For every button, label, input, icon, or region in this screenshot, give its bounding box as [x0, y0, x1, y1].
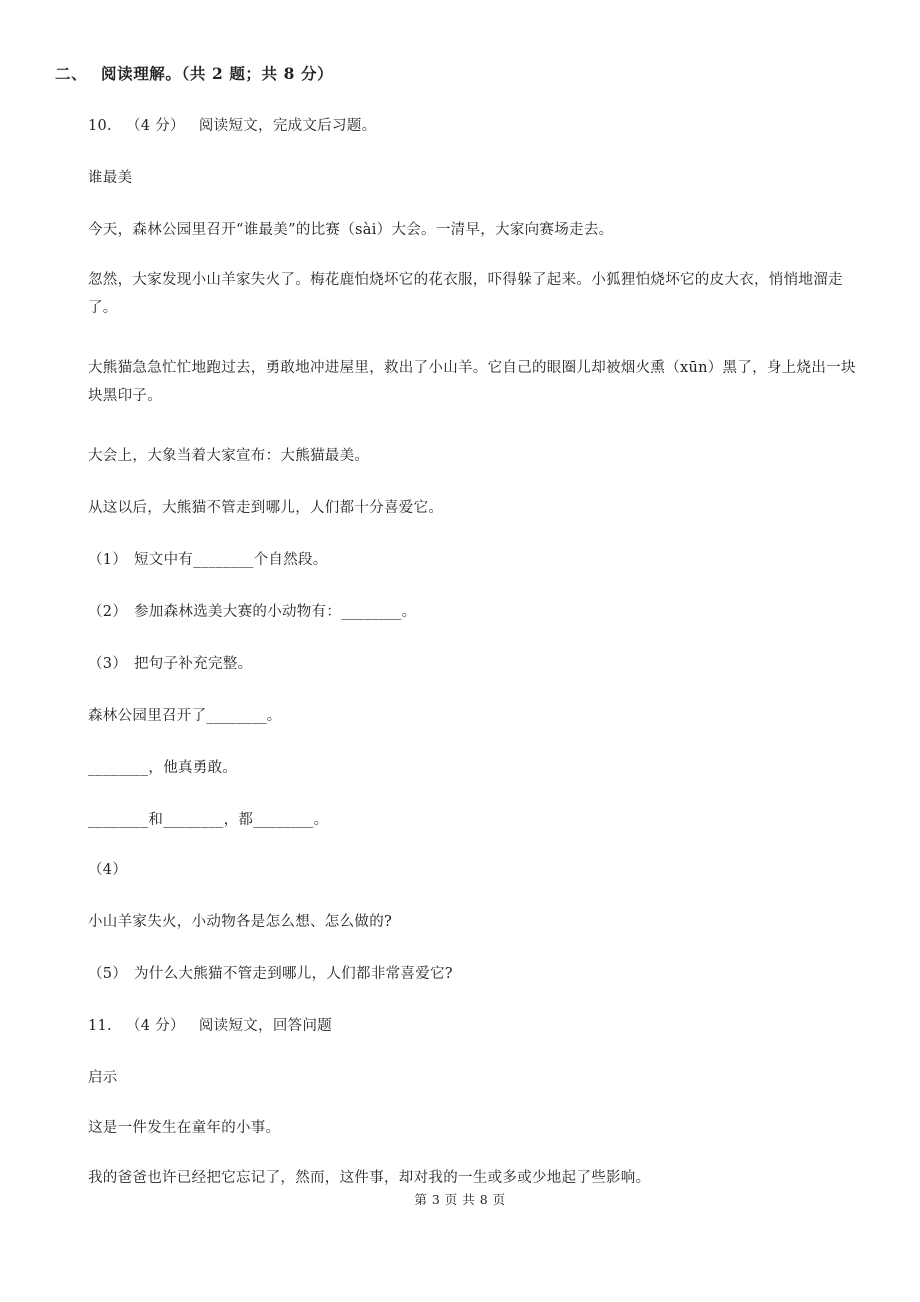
passage-paragraph: 忽然，大家发现小山羊家失火了。梅花鹿怕烧坏它的花衣服，吓得躲了起来。小狐狸怕烧坏它的皮大衣，悄悄地溜走了。 [88, 272, 843, 316]
question-11-header [88, 1016, 332, 1036]
sub-question-5 [88, 964, 453, 984]
sub-question-1 [88, 550, 328, 570]
sub-question-text: 参加森林选美大赛的小动物有：________。 [134, 604, 417, 620]
sub-question-4-text: 小山羊家失火，小动物各是怎么想、怎么做的? [88, 914, 393, 930]
question-score: （4 分） [126, 118, 185, 134]
fill-blank-line: ________，他真勇敢。 [88, 760, 238, 776]
page-footer: 第 3 页 共 8 页 [414, 1192, 506, 1207]
passage-paragraph: 我的爸爸也许已经把它忘记了，然而，这件事，却对我的一生或多或少地起了些影响。 [88, 1170, 651, 1186]
sub-question-text: 为什么大熊猫不管走到哪儿，人们都非常喜爱它? [134, 966, 453, 982]
sub-question-number: （3） [88, 656, 128, 672]
sub-question-number: （2） [88, 604, 128, 620]
sub-question-3 [88, 654, 252, 674]
question-score: （4 分） [126, 1018, 185, 1034]
sub-question-text: 把句子补充完整。 [134, 656, 253, 672]
passage-paragraph: 今天，森林公园里召开“谁最美”的比赛（sài）大会。一清早，大家向赛场走去。 [88, 222, 614, 238]
sub-question-number: （1） [88, 552, 128, 568]
passage-title: 谁最美 [88, 170, 133, 186]
question-10-header [88, 116, 376, 136]
passage-paragraph: 从这以后，大熊猫不管走到哪儿，人们都十分喜爱它。 [88, 500, 444, 516]
sub-question-4-number: （4） [88, 862, 128, 878]
passage-paragraph: 大熊猫急急忙忙地跑过去，勇敢地冲进屋里，救出了小山羊。它自己的眼圈儿却被烟火熏（xūn）黑了，身上烧出一块块黑印子。 [88, 360, 856, 404]
sub-question-text: 短文中有________个自然段。 [134, 552, 328, 568]
section-title: 阅读理解。（共 2 题；共 8 分） [101, 64, 334, 83]
passage-paragraph: 大会上，大象当着大家宣布：大熊猫最美。 [88, 448, 370, 464]
fill-blank-line: 森林公园里召开了________。 [88, 708, 282, 724]
section-number: 二、 [55, 64, 88, 83]
question-number: 10. [88, 118, 112, 134]
passage-paragraph: 这是一件发生在童年的小事。 [88, 1120, 281, 1136]
sub-question-number: （5） [88, 966, 128, 982]
fill-blank-line: ________和________，都________。 [88, 812, 329, 828]
section-heading [55, 64, 333, 84]
question-prompt: 阅读短文，回答问题 [198, 1018, 333, 1034]
passage-title: 启示 [88, 1070, 118, 1086]
question-prompt: 阅读短文，完成文后习题。 [198, 118, 377, 134]
question-number: 11. [88, 1018, 112, 1034]
sub-question-2 [88, 602, 416, 622]
